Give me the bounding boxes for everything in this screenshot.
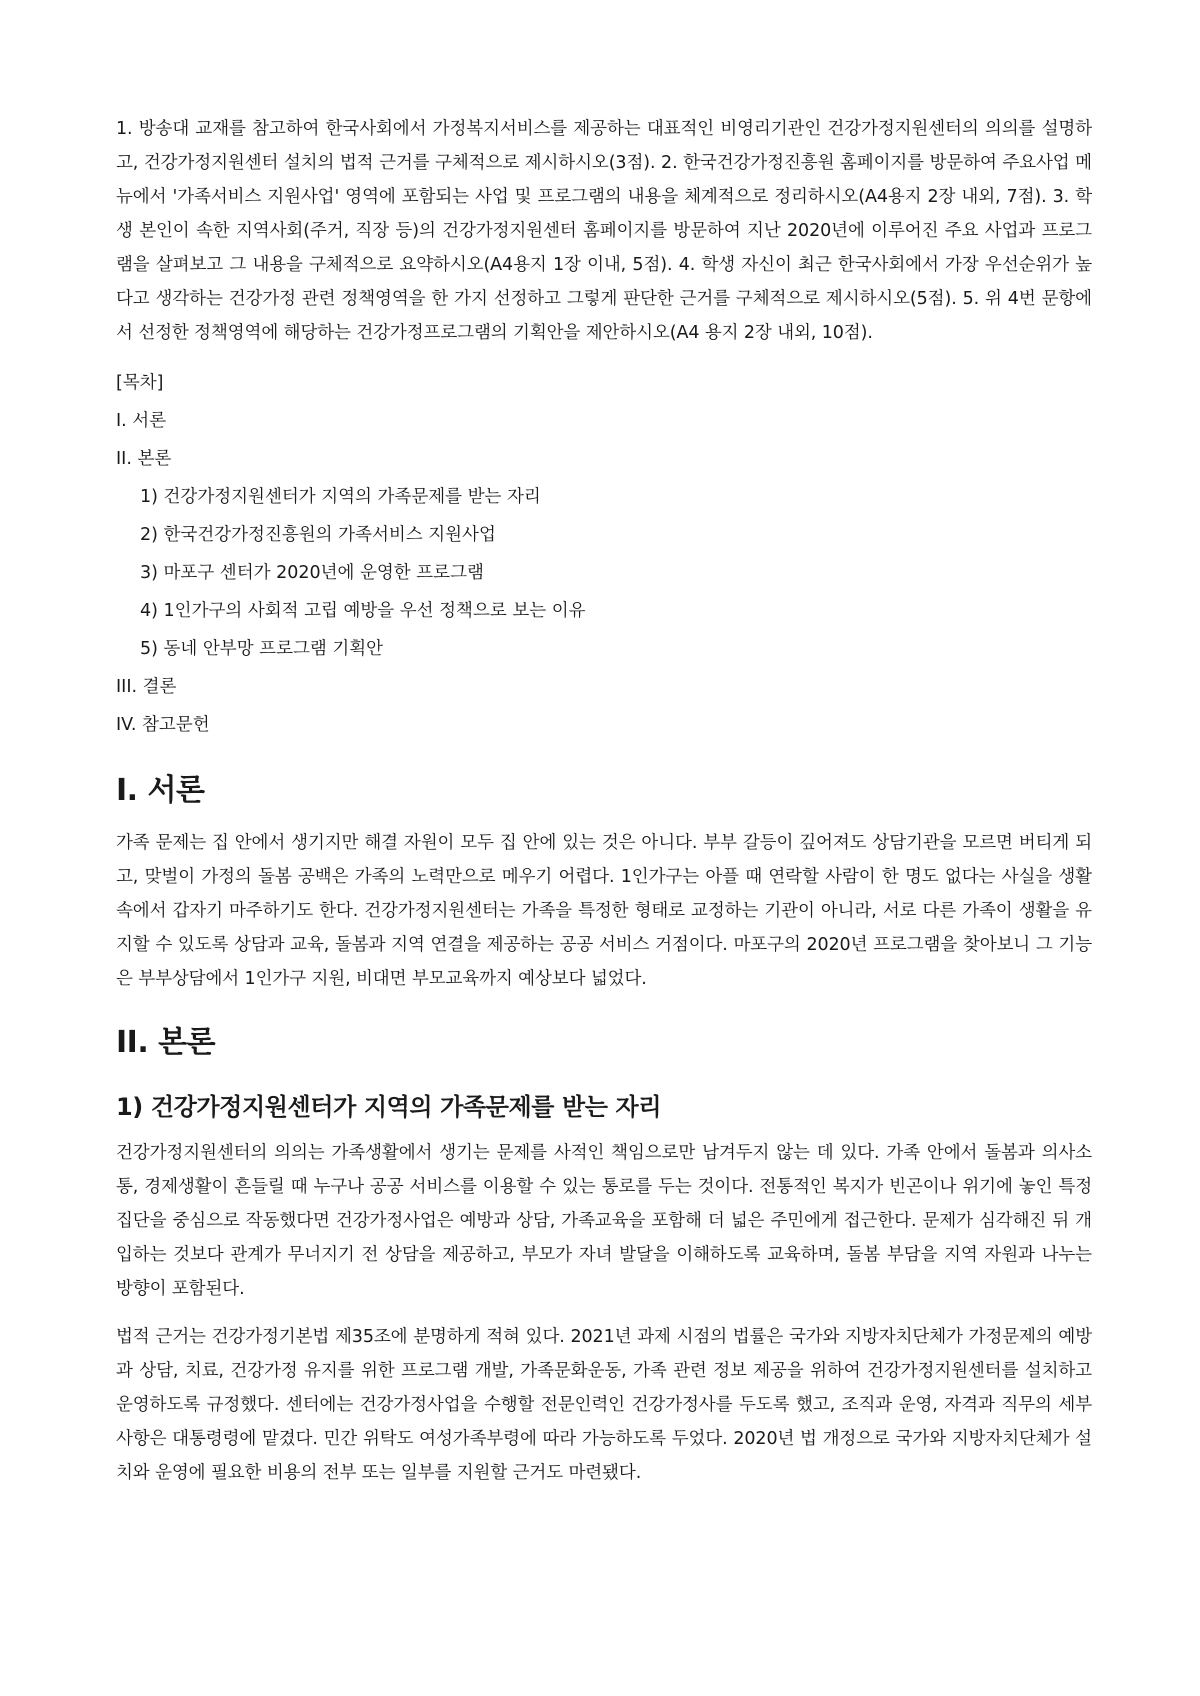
section-1-paragraph-2: 법적 근거는 건강가정기본법 제35조에 분명하게 적혀 있다. 2021년 과제 시점의 법률은 국가와 지방자치단체가 가정문제의 예방과 상담, 치료, 건강가정 유지를 위한 프로그램 개발, 가족문화운동, 가족 관련 정보 제공을 위하여 건강가정지원센터를 설치하고 운영하도록 규정했다. 센터에는 건강가정사업을 수행할 전문인력인 건강가정사를 두도록 했고, 조직과 운영, 자격과 직무의 세부 사항은 대통령령에 맡겼다. 민간 위탁도 여성가족부령에 따라 가능하도록 두었다. 2020년 법 개정으로 국가와 지방자치단체가 설치와 운영에 필요한 비용의 전부 또는 일부를 지원할 근거도 마련됐다. xyxy=(116,1327,1092,1483)
intro-heading: I. 서론 xyxy=(116,773,205,808)
assignment-text: 1. 방송대 교재를 참고하여 한국사회에서 가정복지서비스를 제공하는 대표적인 비영리기관인 건강가정지원센터의 의의를 설명하고, 건강가정지원센터 설치의 법적 근거를 구체적으로 제시하시오(3점). 2. 한국건강가정진흥원 홈페이지를 방문하여 주요사업 메뉴에서 '가족서비스 지원사업' 영역에 포함되는 사업 및 프로그램의 내용을 체계적으로 정리하시오(A4용지 2장 내외, 7점). 3. 학생 본인이 속한 지역사회(주거, 직장 등)의 건강가정지원센터 홈페이지를 방문하여 지난 2020년에 이루어진 주요 사업과 프로그램을 살펴보고 그 내용을 구체적으로 요약하시오(A4용지 1장 이내, 5점). 4. 학생 자신이 최근 한국사회에서 가장 우선순위가 높다고 생각하는 건강가정 관련 정책영역을 한 가지 선정하고 그렇게 판단한 근거를 구체적으로 제시하시오(5점). 5. 위 4번 문항에서 선정한 정책영역에 해당하는 건강가정프로그램의 기획안을 제안하시오(A4 용지 2장 내외, 10점). xyxy=(116,119,1092,343)
toc-item-body-3: 3) 마포구 센터가 2020년에 운영한 프로그램 xyxy=(140,563,484,583)
toc-item-conclusion: III. 결론 xyxy=(116,677,177,697)
toc-item-references: IV. 참고문헌 xyxy=(116,715,210,735)
toc-item-body-4: 4) 1인가구의 사회적 고립 예방을 우선 정책으로 보는 이유 xyxy=(140,601,586,621)
intro-paragraph: 가족 문제는 집 안에서 생기지만 해결 자원이 모두 집 안에 있는 것은 아니다. 부부 갈등이 깊어져도 상담기관을 모르면 버티게 되고, 맞벌이 가정의 돌봄 공백은 가족의 노력만으로 메우기 어렵다. 1인가구는 아플 때 연락할 사람이 한 명도 없다는 사실을 생활 속에서 갑자기 마주하기도 한다. 건강가정지원센터는 가족을 특정한 형태로 교정하는 기관이 아니라, 서로 다른 가족이 생활을 유지할 수 있도록 상담과 교육, 돌봄과 지역 연결을 제공하는 공공 서비스 거점이다. 마포구의 2020년 프로그램을 찾아보니 그 기능은 부부상담에서 1인가구 지원, 비대면 부모교육까지 예상보다 넓었다. xyxy=(116,833,1092,989)
section-1-heading: 1) 건강가정지원센터가 지역의 가족문제를 받는 자리 xyxy=(116,1093,662,1121)
toc-item-body-5: 5) 동네 안부망 프로그램 기획안 xyxy=(140,639,384,659)
section-1-paragraph-1: 건강가정지원센터의 의의는 가족생활에서 생기는 문제를 사적인 책임으로만 남겨두지 않는 데 있다. 가족 안에서 돌봄과 의사소통, 경제생활이 흔들릴 때 누구나 공공 서비스를 이용할 수 있는 통로를 두는 것이다. 전통적인 복지가 빈곤이나 위기에 놓인 특정 집단을 중심으로 작동했다면 건강가정사업은 예방과 상담, 가족교육을 포함해 더 넓은 주민에게 접근한다. 문제가 심각해진 뒤 개입하는 것보다 관계가 무너지기 전 상담을 제공하고, 부모가 자녀 발달을 이해하도록 교육하며, 돌봄 부담을 지역 자원과 나누는 방향이 포함된다. xyxy=(116,1143,1092,1299)
toc-item-body: II. 본론 xyxy=(116,449,172,469)
toc-item-intro: I. 서론 xyxy=(116,411,167,431)
toc-item-body-2: 2) 한국건강가정진흥원의 가족서비스 지원사업 xyxy=(140,525,496,545)
toc-heading: [목차] xyxy=(116,373,164,393)
toc-item-body-1: 1) 건강가정지원센터가 지역의 가족문제를 받는 자리 xyxy=(140,487,541,507)
body-heading: II. 본론 xyxy=(116,1025,216,1060)
table-of-contents xyxy=(116,364,1092,744)
